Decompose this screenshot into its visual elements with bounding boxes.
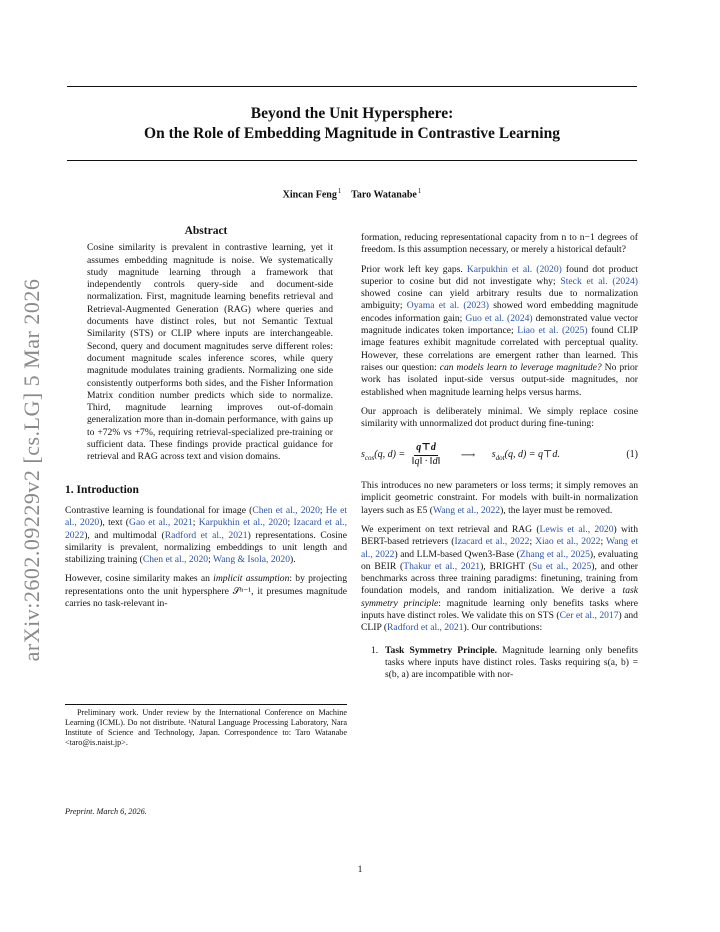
- citation-link[interactable]: Su et al., 2025: [531, 560, 592, 572]
- citation-link[interactable]: Thakur et al., 2021: [403, 560, 481, 572]
- abstract-body: Cosine similarity is prevalent in contrastive learning, yet it assumes embedding magnitude is noise. We systematically study magnitude learning through a framework that independently controls query-side and document-side normalization. First, magnitude learning benefits retrieval and Retrieval-Augmented Generation (RAG) where queries and documents have distinct roles, but not Semantic Textual Similarity (STS) or CLIP where inputs are interchangeable. Second, query and document magnitudes serve different roles: document magnitude scales inference scores, while query magnitude modulates training gradients. Normalizing one side consistently outperforms both sides, and the Fisher Information Matrix condition number predicts which side to normalize. Third, magnitude learning improves out-of-domain generalization more than in-domain performance, with gains up to +72% vs +7%, requiring retrieval-specialized pre-training or sufficient data. These findings provide practical guidance for retrieval and RAG across text and vision domains.: [87, 242, 333, 463]
- intro-paragraph: Contrastive learning is foundational for image (Chen et al., 2020; He et al., 2020), text (Gao et al., 2021; Karpukhin et al., 2020; Izacard et al., 2022), and multimodal (Radford et al., 2021) representations. Cosine similarity is prevalent, normalizing embeddings to unit length and stabilizing training (Chen et al., 2020; Wang & Isola, 2020).: [65, 504, 347, 566]
- citation-link[interactable]: Chen et al., 2020: [142, 554, 209, 566]
- affiliation-mark: 1: [337, 187, 342, 195]
- contribution-heading: Task Symmetry Principle.: [385, 644, 497, 656]
- citation-link[interactable]: Zhang et al., 2025: [519, 548, 590, 560]
- arxiv-identifier: arXiv:2602.09229v2 [cs.LG] 5 Mar 2026: [19, 278, 44, 662]
- body-paragraph: formation, reducing representational capacity from n to n−1 degrees of freedom. Is this assumption necessary, or merely a historical default?: [361, 232, 638, 256]
- right-column: [361, 232, 638, 682]
- page-number: 1: [357, 864, 363, 875]
- abstract-heading: Abstract: [184, 225, 228, 237]
- left-column: [65, 225, 347, 617]
- affiliation-mark: 1: [417, 187, 422, 195]
- citation-link[interactable]: Wang et al., 2022: [361, 536, 638, 560]
- citation-link[interactable]: Karpukhin et al. (2020): [466, 263, 562, 275]
- citation-link[interactable]: Lewis et al., 2020: [539, 523, 614, 535]
- body-paragraph: Our approach is deliberately minimal. We simply replace cosine similarity with unnormalized dot product during fine-tuning:: [361, 405, 638, 430]
- intro-paragraph: However, cosine similarity makes an implicit assumption: by projecting representations onto the unit hypersphere 𝒮ⁿ⁻¹, it presumes magnitude carries no task-relevant in-: [65, 573, 348, 610]
- citation-link[interactable]: Chen et al., 2020: [252, 504, 320, 516]
- citation-link[interactable]: Radford et al., 2021: [164, 529, 248, 541]
- footnote: Preliminary work. Under review by the International Conference on Machine Learning (ICML). Do not distribute. ¹Natural Language Processing Laboratory, Nara Institute of Science and Technology, Japan. Correspondence to: Taro Watanabe <taro@is.naist.jp>.: [65, 704, 347, 748]
- cosine-fraction: $\frac{q⊤d}{‖q‖ \cdot ‖d‖}$: [411, 442, 441, 467]
- contribution-item: [361, 645, 638, 682]
- arrow-icon: ⟶: [460, 449, 476, 461]
- author-list: [67, 187, 637, 200]
- citation-link[interactable]: Guo et al. (2024): [465, 312, 533, 324]
- citation-link[interactable]: Izacard et al., 2022: [454, 536, 530, 548]
- citation-link[interactable]: Karpukhin et al., 2020: [198, 517, 288, 529]
- equation-number: (1): [626, 449, 638, 461]
- title-bottom-rule: [67, 160, 637, 161]
- body-paragraph: Prior work left key gaps. Karpukhin et al. (2020) found dot product superior to cosine but did not investigate why; Steck et al. (2024) showed cosine can yield arbitrary results due to normalization ambiguity; Oyama et al. (2023) showed word embedding magnitude encodes information gain; Guo et al. (2024) demonstrated value vector magnitude indicates token importance; Liao et al. (2025) found CLIP image features exhibit magnitude correlated with perceptual quality. However, these correlations are emergent rather than learned. This raises our question: can models learn to leverage magnitude? No prior work has isolated input-side versus output-side magnitudes, nor established when magnitude learning helps versus harms.: [361, 263, 639, 398]
- section-heading: 1. Introduction: [65, 483, 139, 496]
- citation-link[interactable]: Izacard et al., 2022: [65, 517, 347, 541]
- citation-link[interactable]: He et al., 2020: [65, 504, 347, 529]
- title-line-2: On the Role of Embedding Magnitude in Contrastive Learning: [144, 125, 560, 142]
- top-rule: [67, 86, 637, 87]
- body-paragraph: We experiment on text retrieval and RAG (Lewis et al., 2020) with BERT-based retrievers (Izacard et al., 2022; Xiao et al., 2022; Wang et al., 2022) and LLM-based Qwen3-Base (Zhang et al., 2025), evaluating on BEIR (Thakur et al., 2021), BRIGHT (Su et al., 2025), and other benchmarks across three training paradigms: finetuning, training from foundation models, and random initialization. We derive a task symmetry principle: magnitude learning only benefits tasks where inputs have distinct roles. We validate this on STS (Cer et al., 2017) and CLIP (Radford et al., 2021). Our contributions:: [361, 523, 638, 634]
- author-name: Xincan Feng: [282, 189, 337, 201]
- author-name: Taro Watanabe: [351, 189, 417, 201]
- equation-1: $s_{cos}(q$, d) = $\frac{q⊤d}{‖q‖ \cdot ‖d‖}$ ⟶ $s_{dot}(q$, d) = q⊤d. (1): [361, 442, 638, 467]
- citation-link[interactable]: Liao et al. (2025): [517, 325, 588, 337]
- contribution-text: Magnitude learning only benefits tasks where inputs have distinct roles. Tasks requiring s(a, b) = s(b, a) are incompatible with nor-: [385, 644, 638, 681]
- preprint-note: Preprint. March 6, 2026.: [65, 807, 147, 816]
- citation-link[interactable]: Cer et al., 2017: [559, 610, 619, 622]
- citation-link[interactable]: Xiao et al., 2022: [535, 536, 601, 548]
- citation-link[interactable]: Steck et al. (2024): [560, 275, 638, 287]
- title-line-1: Beyond the Unit Hypersphere:: [250, 105, 454, 122]
- citation-link[interactable]: Oyama et al. (2023): [406, 300, 489, 312]
- citation-link[interactable]: Radford et al., 2021: [387, 622, 464, 634]
- list-number: 1.: [371, 644, 379, 656]
- body-paragraph: This introduces no new parameters or loss terms; it simply removes an implicit geometric constraint. For models with built-in normalization layers such as E5 (Wang et al., 2022), the layer must be removed.: [361, 480, 638, 516]
- paper-title: [67, 104, 637, 144]
- citation-link[interactable]: Wang & Isola, 2020: [212, 554, 291, 566]
- citation-link[interactable]: Wang et al., 2022: [432, 504, 501, 516]
- citation-link[interactable]: Gao et al., 2021: [129, 517, 193, 529]
